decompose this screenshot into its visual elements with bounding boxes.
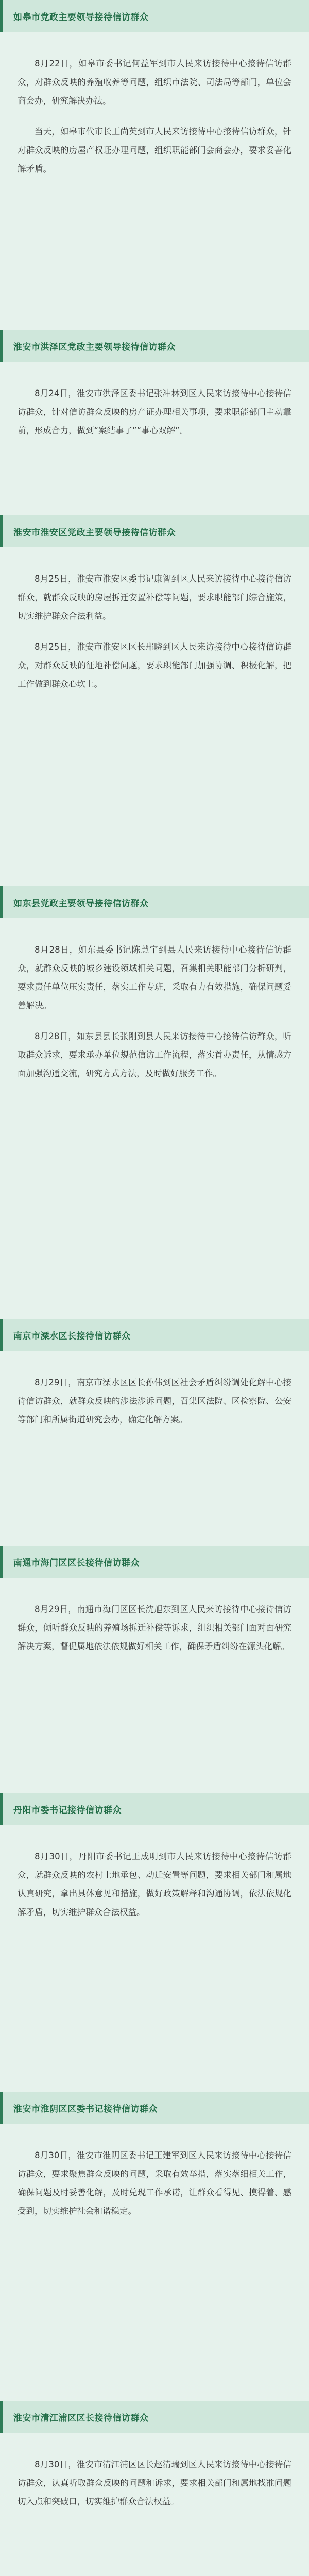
section-qingjiangpu bbox=[0, 2401, 309, 2511]
section-huaian-district bbox=[0, 515, 309, 693]
section-header bbox=[0, 2092, 309, 2124]
section-huaiyin bbox=[0, 2092, 309, 2221]
section-header bbox=[0, 886, 309, 918]
section-paragraph: 8月29日，南通市海门区区长沈旭东到区人民来访接待中心接待信访群众，倾听群众反映的养殖场拆迁补偿等诉求，组织相关部门面对面研究解决方案，督促属地依法依规做好相关工作，确保矛盾纠纷在源头化解。 bbox=[18, 1604, 291, 1651]
section-lishui bbox=[0, 1319, 309, 1429]
section-title: 淮安市清江浦区区长接待信访群众 bbox=[13, 2413, 149, 2424]
section-header bbox=[0, 330, 309, 362]
section-hongze bbox=[0, 330, 309, 440]
section-title: 如东县党政主要领导接待信访群众 bbox=[13, 898, 149, 909]
section-header bbox=[0, 0, 309, 32]
section-paragraph: 8月25日，淮安市淮安区区长邢晓到区人民来访接待中心接待信访群众，对群众反映的征地补偿问题，要求职能部门加强协调、积极化解，把工作做到群众心坎上。 bbox=[18, 642, 291, 689]
section-paragraph: 8月22日，如皋市委书记何益军到市人民来访接待中心接待信访群众，对群众反映的养殖收养等问题，组织市法院、司法局等部门，单位会商会办，研究解决办法。 bbox=[18, 59, 291, 106]
section-paragraph: 8月30日，淮安市淮阴区委书记王建军到区人民来访接待中心接待信访群众，要求聚焦群众反映的问题，采取有效举措，落实落细相关工作，确保问题及时妥善化解，及时兑现工作承诺，让群众看得见、摸得着、感受到，切实维护社会和谐稳定。 bbox=[18, 2150, 291, 2216]
section-paragraph: 8月28日，如东县县长张刚到县人民来访接待中心接待信访群众，听取群众诉求，要求承办单位规范信访工作流程，落实首办责任，从情感方面加强沟通交流，研究方式方法，及时做好服务工作。 bbox=[18, 1031, 291, 1078]
section-title: 南京市溧水区长接待信访群众 bbox=[13, 1331, 131, 1342]
section-header bbox=[0, 1546, 309, 1578]
section-header bbox=[0, 1793, 309, 1825]
section-danyang bbox=[0, 1793, 309, 1922]
section-paragraph: 8月28日，如东县委书记陈慧宇到县人民来访接待中心接待信访群众，就群众反映的城乡建设领域相关问题，召集相关职能部门分析研判，要求责任单位压实责任，落实工作专班，采取有力有效措施，确保问题妥善解决。 bbox=[18, 945, 291, 1010]
section-rugao bbox=[0, 0, 309, 178]
section-paragraph: 8月25日，淮安市淮安区委书记康智到区人民来访接待中心接待信访群众，就群众反映的房屋拆迁安置补偿等问题，要求职能部门综合施策，切实维护群众合法利益。 bbox=[18, 574, 291, 621]
section-title: 淮安市洪泽区党政主要领导接待信访群众 bbox=[13, 342, 176, 352]
section-title: 淮安市淮安区党政主要领导接待信访群众 bbox=[13, 527, 176, 538]
section-haimen bbox=[0, 1546, 309, 1656]
section-paragraph: 8月24日，淮安市洪泽区委书记张冲林到区人民来访接待中心接待信访群众，针对信访群众反映的房产证办理相关事项，要求职能部门主动靠前，形成合力，做到“案结事了”“事心双解”。 bbox=[18, 388, 291, 435]
section-header bbox=[0, 515, 309, 547]
section-header bbox=[0, 1319, 309, 1351]
section-paragraph: 8月29日，南京市溧水区区长孙伟到区社会矛盾纠纷调处化解中心接待信访群众，就群众反映的涉法涉诉问题，召集区法院、区检察院、公安等部门和所属街道研究会办，确定化解方案。 bbox=[18, 1378, 291, 1425]
section-title: 丹阳市委书记接待信访群众 bbox=[13, 1805, 122, 1816]
section-paragraph: 当天，如皋市代市长王尚英到市人民来访接待中心接待信访群众，针对群众反映的房屋产权证办理问题，组织职能部门会商会办，要求妥善化解矛盾。 bbox=[18, 127, 291, 174]
section-title: 南通市海门区区长接待信访群众 bbox=[13, 1557, 140, 1568]
section-title: 如皋市党政主要领导接待信访群众 bbox=[13, 12, 149, 23]
section-paragraph: 8月30日，淮安市清江浦区区长赵清瑞到区人民来访接待中心接待信访群众，认真听取群众反映的问题和诉求，要求相关部门和属地找准问题切入点和突破口，切实维护群众合法权益。 bbox=[18, 2460, 291, 2506]
section-rudong bbox=[0, 886, 309, 1083]
section-title: 淮安市淮阴区区委书记接待信访群众 bbox=[13, 2104, 158, 2114]
section-header bbox=[0, 2401, 309, 2433]
section-paragraph: 8月30日，丹阳市委书记王成明到市人民来访接待中心接待信访群众，就群众反映的农村土地承包、动迁安置等问题，要求相关部门和属地认真研究，拿出具体意见和措施，做好政策解释和沟通协调，依法依规化解矛盾，切实维护群众合法权益。 bbox=[18, 1852, 291, 1917]
